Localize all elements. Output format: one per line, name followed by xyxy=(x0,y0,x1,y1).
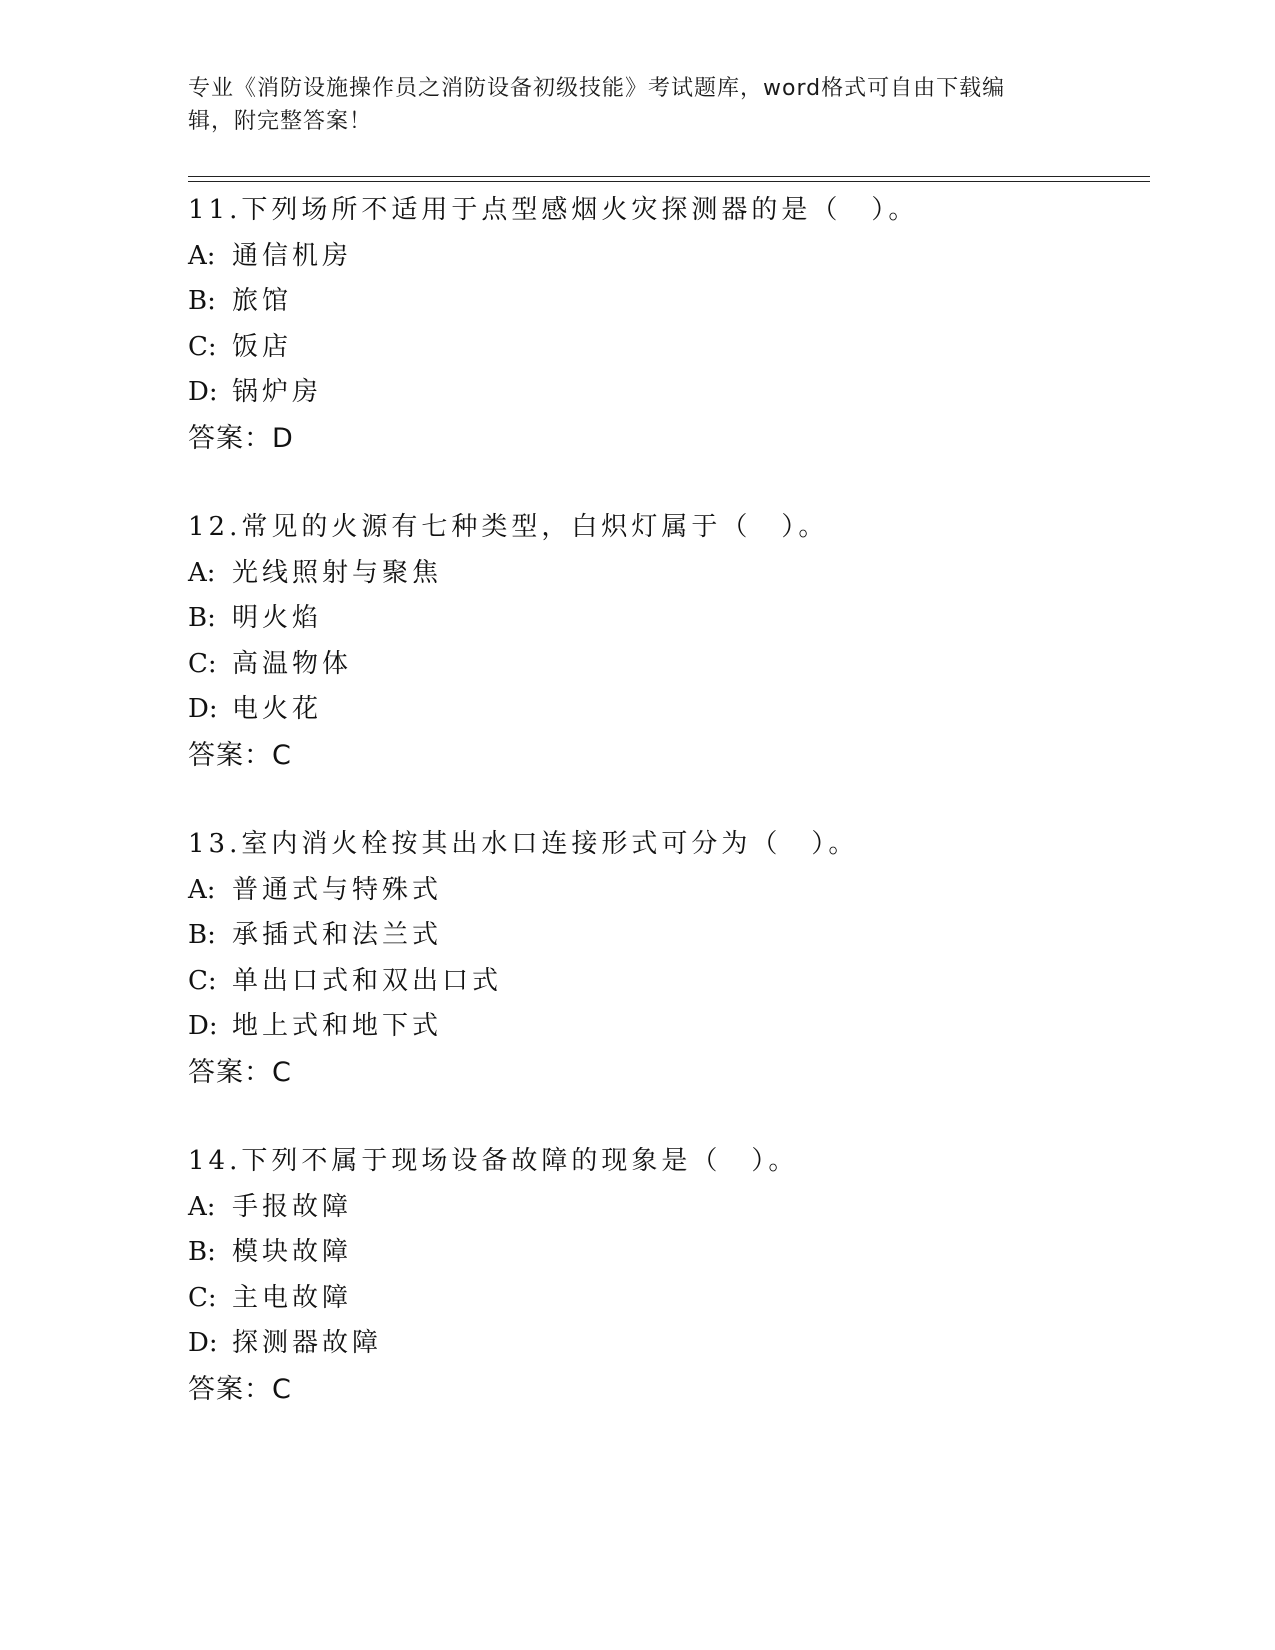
option-text: 饭店 xyxy=(232,331,293,362)
option-b xyxy=(188,1230,1148,1276)
option-letter: A: xyxy=(188,874,216,905)
question-stem: 14.下列不属于现场设备故障的现象是（ ）。 xyxy=(188,1146,799,1176)
option-a xyxy=(188,234,1148,280)
option-d xyxy=(188,687,1148,733)
option-letter: B: xyxy=(188,286,216,316)
option-letter: B: xyxy=(188,603,216,633)
option-text: 高温物体 xyxy=(232,648,353,679)
option-letter: D: xyxy=(188,377,218,407)
question-list xyxy=(188,188,1148,1456)
option-c xyxy=(188,1276,1148,1322)
option-letter: A: xyxy=(188,240,216,271)
option-text: 光线照射与聚焦 xyxy=(232,557,443,588)
option-d xyxy=(188,1004,1148,1050)
option-letter: C: xyxy=(188,1282,217,1313)
header-divider-bottom xyxy=(188,181,1150,182)
option-d xyxy=(188,1321,1148,1367)
option-text: 模块故障 xyxy=(232,1237,353,1267)
option-text: 通信机房 xyxy=(232,240,353,271)
option-letter: D: xyxy=(188,694,218,724)
option-c xyxy=(188,325,1148,371)
option-text: 单出口式和双出口式 xyxy=(232,965,503,996)
question-13 xyxy=(188,822,1148,1095)
option-letter: C: xyxy=(188,648,217,679)
option-letter: D: xyxy=(188,1011,218,1041)
answer-line: 答案：C xyxy=(188,1373,292,1405)
header-line-1: 专业《消防设施操作员之消防设备初级技能》考试题库，word格式可自由下载编 xyxy=(188,76,1006,101)
option-c xyxy=(188,642,1148,688)
answer-line: 答案：C xyxy=(188,1056,292,1088)
option-text: 旅馆 xyxy=(232,286,293,316)
option-letter: A: xyxy=(188,1191,216,1222)
header-divider-top xyxy=(188,176,1150,177)
option-a xyxy=(188,1185,1148,1231)
question-stem: 11.下列场所不适用于点型感烟火灾探测器的是（ ）。 xyxy=(188,195,919,225)
question-stem: 12.常见的火源有七种类型，白炽灯属于（ ）。 xyxy=(188,512,829,542)
question-11 xyxy=(188,188,1148,461)
option-b xyxy=(188,279,1148,325)
option-letter: B: xyxy=(188,920,216,950)
option-b xyxy=(188,596,1148,642)
answer-line: 答案：D xyxy=(188,422,294,454)
option-letter: B: xyxy=(188,1237,216,1267)
option-letter: D: xyxy=(188,1328,218,1358)
question-14 xyxy=(188,1139,1148,1412)
option-b xyxy=(188,913,1148,959)
option-letter: A: xyxy=(188,557,216,588)
option-text: 锅炉房 xyxy=(232,377,323,407)
option-text: 地上式和地下式 xyxy=(232,1011,443,1041)
option-c xyxy=(188,959,1148,1005)
option-text: 明火焰 xyxy=(232,603,323,633)
option-d xyxy=(188,370,1148,416)
answer-line: 答案：C xyxy=(188,739,292,771)
option-text: 电火花 xyxy=(232,694,323,724)
option-letter: C: xyxy=(188,331,217,362)
question-12 xyxy=(188,505,1148,778)
option-a xyxy=(188,551,1148,597)
document-header xyxy=(188,72,1068,138)
option-text: 承插式和法兰式 xyxy=(232,920,443,950)
option-a xyxy=(188,868,1148,914)
option-text: 主电故障 xyxy=(232,1282,353,1313)
option-letter: C: xyxy=(188,965,217,996)
option-text: 普通式与特殊式 xyxy=(232,874,443,905)
option-text: 手报故障 xyxy=(232,1191,353,1222)
option-text: 探测器故障 xyxy=(232,1328,383,1358)
header-line-2: 辑，附完整答案！ xyxy=(188,109,373,134)
question-stem: 13.室内消火栓按其出水口连接形式可分为（ ）。 xyxy=(188,829,859,859)
